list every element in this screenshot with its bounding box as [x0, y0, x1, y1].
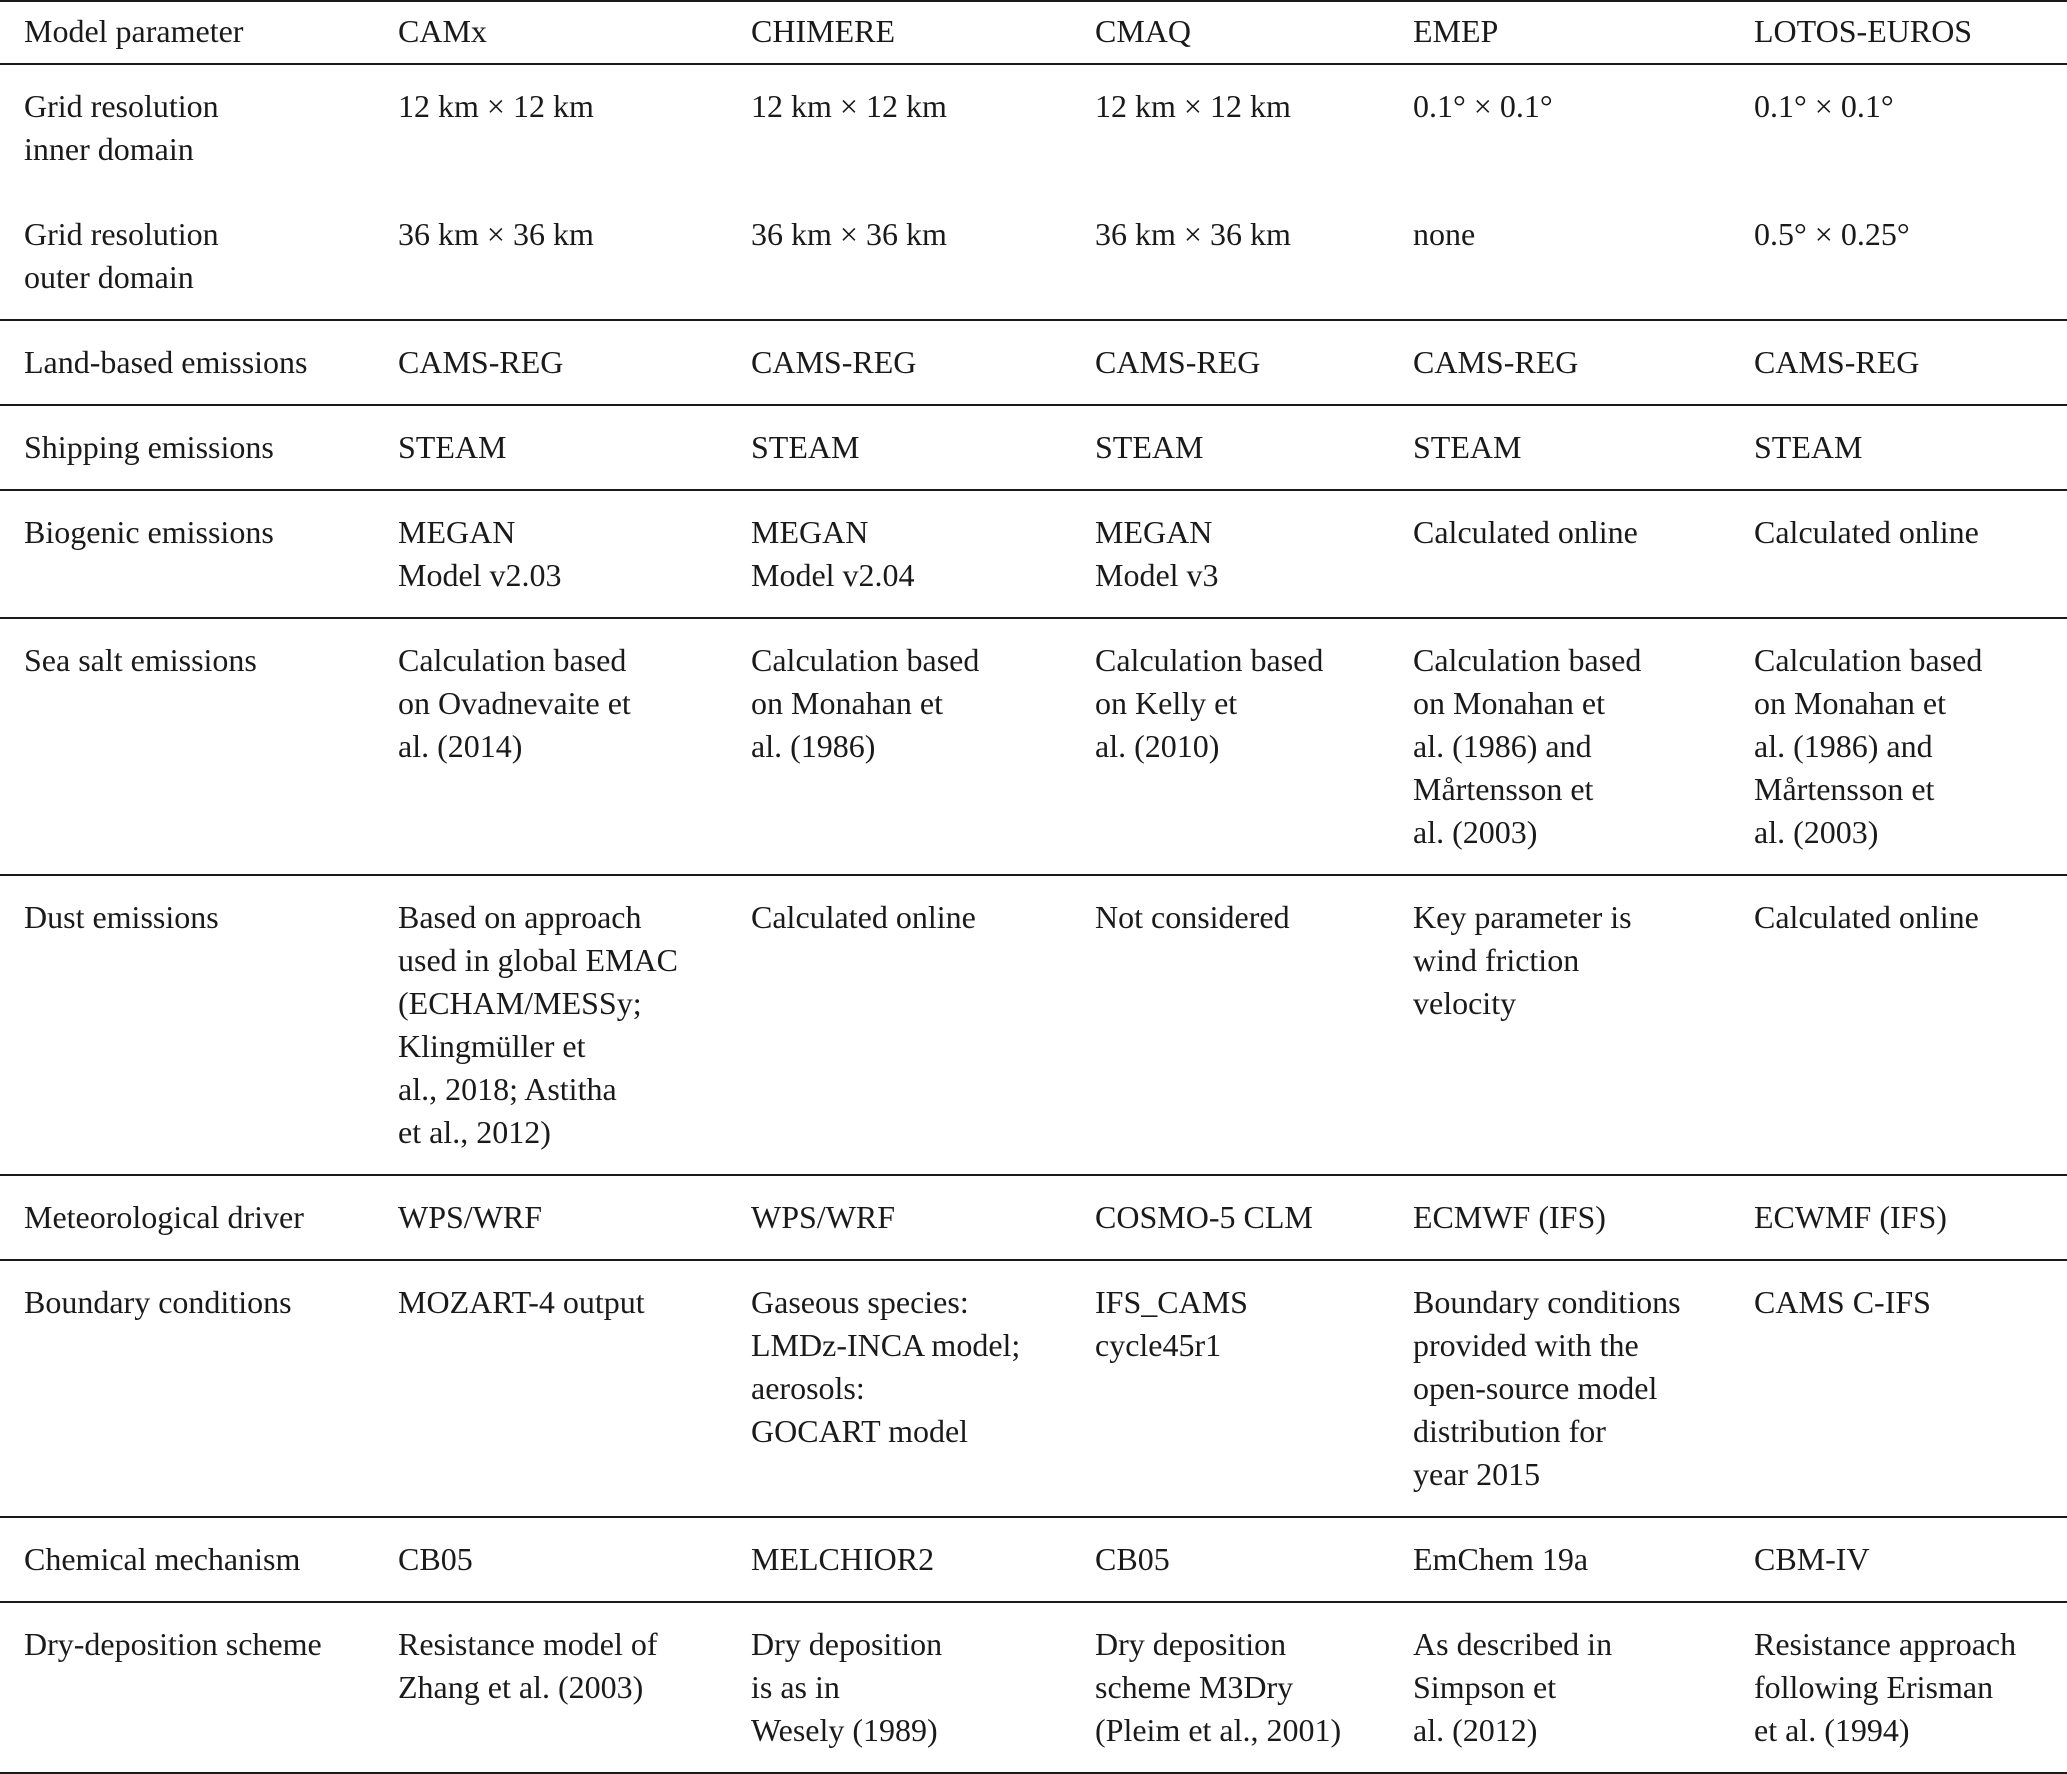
- table-cell: Based on approach used in global EMAC (ECHAM/MESSy; Klingmüller et al., 2018; Astitha et al., 2012): [374, 875, 727, 1175]
- table-cell: WPS/WRF: [374, 1175, 727, 1260]
- table-cell: 36 km × 36 km: [1071, 191, 1389, 320]
- table-cell: CB05: [374, 1517, 727, 1602]
- table-cell: Calculation based on Monahan et al. (1986): [727, 618, 1071, 875]
- table-cell: MOZART-4 output: [374, 1260, 727, 1517]
- row-label: Meteorological driver: [0, 1175, 374, 1260]
- table-cell: Not considered: [1071, 875, 1389, 1175]
- table-cell: Resistance model of Zhang et al. (2003): [374, 1602, 727, 1773]
- table-cell: STEAM: [1071, 405, 1389, 490]
- table-cell: 12 km × 12 km: [398, 88, 594, 124]
- table-cell: IFS_CAMS cycle45r1: [1071, 1260, 1389, 1517]
- table-cell: MEGAN Model v2.03: [374, 490, 727, 618]
- table-row: [0, 1517, 2067, 1602]
- table-cell: Calculation based on Kelly et al. (2010): [1071, 618, 1389, 875]
- table-cell: ECWMF (IFS): [1730, 1175, 2067, 1260]
- table-cell: ECMWF (IFS): [1389, 1175, 1730, 1260]
- table-cell: Boundary conditions provided with the open-source model distribution for year 2015: [1389, 1260, 1730, 1517]
- table-row: [0, 1175, 2067, 1260]
- table-cell: Calculated online: [727, 875, 1071, 1175]
- table-cell: CAMS-REG: [1730, 320, 2067, 405]
- row-label: Dry-deposition scheme: [0, 1602, 374, 1773]
- table-cell: STEAM: [1730, 405, 2067, 490]
- table-row: [0, 490, 2067, 618]
- header-cell-model-parameter: Model parameter: [0, 1, 374, 64]
- table-row: [0, 875, 2067, 1175]
- table-cell: CAMS-REG: [727, 320, 1071, 405]
- table-cell: Resistance approach following Erisman et al. (1994): [1730, 1602, 2067, 1773]
- table-row: [0, 1602, 2067, 1773]
- row-label: Grid resolution outer domain: [0, 191, 374, 320]
- table-cell: CBM-IV: [1730, 1517, 2067, 1602]
- table-cell: Calculated online: [1730, 490, 2067, 618]
- table-cell: 36 km × 36 km: [727, 191, 1071, 320]
- row-label: Land-based emissions: [0, 320, 374, 405]
- table-row: [0, 405, 2067, 490]
- table-cell: STEAM: [727, 405, 1071, 490]
- table-cell: COSMO-5 CLM: [1071, 1175, 1389, 1260]
- table-cell: EmChem 19a: [1389, 1517, 1730, 1602]
- table-header: [0, 1, 2067, 64]
- header-cell-lotos-euros: LOTOS-EUROS: [1730, 1, 2067, 64]
- header-cell-cmaq: CMAQ: [1071, 1, 1389, 64]
- table-cell: Key parameter is wind friction velocity: [1389, 875, 1730, 1175]
- table-cell: 12 km × 12 km: [751, 88, 947, 124]
- table-cell: CAMS-REG: [1071, 320, 1389, 405]
- table-cell: STEAM: [1389, 405, 1730, 490]
- table-cell: Calculated online: [1730, 875, 2067, 1175]
- table-body: [0, 64, 2067, 1773]
- table-row: [0, 320, 2067, 405]
- header-row: [0, 1, 2067, 64]
- table-cell: Gaseous species: LMDz-INCA model; aerosols: GOCART model: [727, 1260, 1071, 1517]
- table-cell: Calculation based on Ovadnevaite et al. (2014): [374, 618, 727, 875]
- table-cell: Dry deposition scheme M3Dry (Pleim et al., 2001): [1071, 1602, 1389, 1773]
- table-cell: 36 km × 36 km: [374, 191, 727, 320]
- row-label: Chemical mechanism: [0, 1517, 374, 1602]
- table-cell: Calculation based on Monahan et al. (1986) and Mårtensson et al. (2003): [1389, 618, 1730, 875]
- table-cell: MEGAN Model v3: [1071, 490, 1389, 618]
- table-cell: CAMS C-IFS: [1730, 1260, 2067, 1517]
- table-cell: 0.1° × 0.1°: [1754, 88, 1894, 124]
- table-cell: CAMS-REG: [1389, 320, 1730, 405]
- header-cell-emep: EMEP: [1389, 1, 1730, 64]
- row-label: Shipping emissions: [0, 405, 374, 490]
- table-cell: STEAM: [374, 405, 727, 490]
- table-cell: 0.1° × 0.1°: [1413, 88, 1553, 124]
- table-cell: 0.5° × 0.25°: [1730, 191, 2067, 320]
- row-label: Dust emissions: [0, 875, 374, 1175]
- header-cell-camx: CAMx: [374, 1, 727, 64]
- row-label: Biogenic emissions: [0, 490, 374, 618]
- row-label: Sea salt emissions: [0, 618, 374, 875]
- table-cell: CB05: [1071, 1517, 1389, 1602]
- table-cell: WPS/WRF: [727, 1175, 1071, 1260]
- table-cell: Calculation based on Monahan et al. (1986) and Mårtensson et al. (2003): [1730, 618, 2067, 875]
- table-row: [0, 1260, 2067, 1517]
- table-cell: MEGAN Model v2.04: [727, 490, 1071, 618]
- table-row: [0, 618, 2067, 875]
- table-cell: 12 km × 12 km: [1095, 88, 1291, 124]
- row-label: Grid resolution inner domain: [24, 88, 219, 167]
- table-row: [0, 64, 2067, 191]
- table-cell: Calculated online: [1389, 490, 1730, 618]
- header-cell-chimere: CHIMERE: [727, 1, 1071, 64]
- table-cell: CAMS-REG: [374, 320, 727, 405]
- table-cell: Dry deposition is as in Wesely (1989): [727, 1602, 1071, 1773]
- table-cell: none: [1389, 191, 1730, 320]
- table-cell: MELCHIOR2: [727, 1517, 1071, 1602]
- table-row: [0, 191, 2067, 320]
- table-cell: As described in Simpson et al. (2012): [1389, 1602, 1730, 1773]
- row-label: Boundary conditions: [0, 1260, 374, 1517]
